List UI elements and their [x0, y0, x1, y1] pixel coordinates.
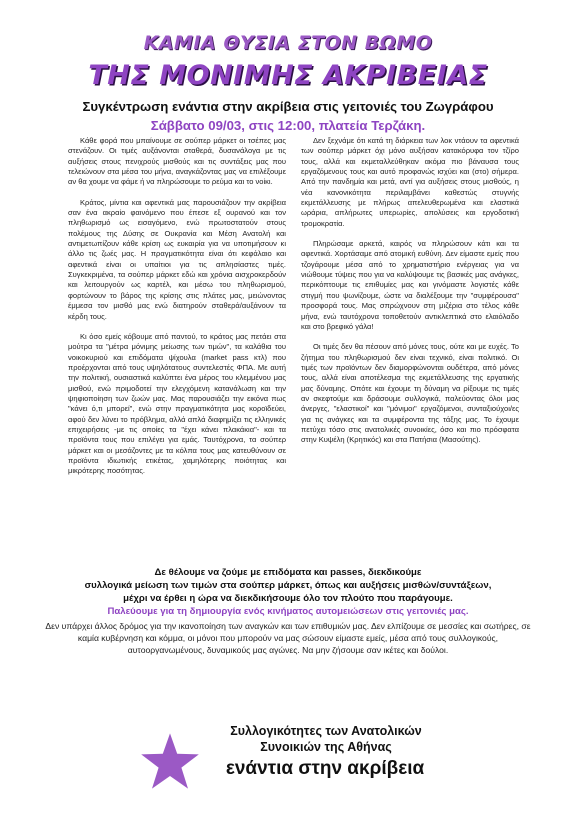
left-paragraph-2: Κράτος, μίντια και αφεντικά μας παρουσιάζουν την ακρίβεια σαν ένα ακραίο φαινόμενο που έπεσε εξ ουρανού και τον πληθωρισμό ως εισαγόμενο, ενώ πρωτοστατούν στους πολέμους της Δύσης σε Ουκρανία και Μέση Ανατολή και αντιμετωπίζουν κάθε κρίση ως ευκαιρία για να υποτιμήσουν κι άλλο τις ζωές μας. Η πραγματικότητα είναι ότι κεφάλαιο και αφεντικά είναι οι υπαίτιοι για τις απλησίαστες τιμές. Συγκεκριμένα, τα σούπερ μάρκετ εδώ και χρόνια αισχροκερδούν και λειτουργούν ως καρτέλ, και μέσω του πληθωρισμού, φορτώνουν το βάρος της κρίσης στις πλάτες μας, μειώνοντας έμμεσα τον μισθό μας ενώ διατηρούν σταθερά/αυξάνουν τα κέρδη τους.	[68, 197, 286, 321]
closing-paragraph: Δεν υπάρχει άλλος δρόμος για την ικανοποίηση των αναγκών και των επιθυμιών μας. Δεν ελπίζουμε σε μεσσίες και σωτήρες, σε καμία κυβέρνηση και κόμμα, οι μόνοι που μπορούν να μας σώσουν είμαστε εμείς, μέσα από τους συλλογικούς, αυτοοργανωμένους, δυναμικούς μας αγώνες. Να μην ζήσουμε σαν ικέτες και δούλοι.	[45, 621, 531, 655]
star-icon	[140, 732, 200, 790]
subtitle: Συγκέντρωση ενάντια στην ακρίβεια στις γειτονιές του Ζωγράφου	[82, 99, 494, 114]
event-date-location: Σάββατο 09/03, στις 12:00, πλατεία Τερζάκη.	[150, 118, 426, 133]
left-paragraph-3: Κι όσο εμείς κόβουμε από παντού, το κράτος μας πετάει στα μούτρα τα "μέτρα μόνιμης μείωσης των τιμών", τα καλάθια του νοικοκυριού και επιδόματα ψίχουλα (market pass κτλ) που προέρχονται από τους υψηλότατους συντελεστές ΦΠΑ. Με αυτή την πολιτική, ουσιαστικά καλύπτει ένα μέρος του κλεμμένου μας μισθού, ενώ πριμοδοτεί την ελεγχόμενη κατανάλωση και την ψηφιοποίηση των ζωών μας. Μας παρουσιάζει την εικόνα πως "κάνει ό,τι μπορεί", ενώ στην πραγματικότητα μας κοροϊδεύει, αφού δεν λύνει το πρόβλημα, αλλά απλά διαφημίζει τις ελληνικές επιχειρήσεις -με τις οποίες τα "έχει κάνει πλακάκια"- και τα προϊόντα τους που επιλέγει για εμάς. Ταυτόχρονα, τα σούπερ μάρκετ και οι μεσάζοντες με τα κόλπα τους μας κατευθύνουν σε προϊόντα ιδιωτικής ετικέτας, χαμηλότερης ποιότητας και μικρότερης ποσότητας.	[68, 331, 286, 476]
signature-line-3: ενάντια στην ακρίβεια	[225, 758, 425, 779]
right-paragraph-1: Δεν ξεχνάμε ότι κατά τη διάρκεια των λοκ ντάουν τα αφεντικά των σούπερ μάρκετ όχι μόνο αυξήσαν κατακόρυφα τον τζίρο τους, αλλά και εκμεταλλεύθηκαν ακόμα πιο βάναυσα τους εργαζόμενους τους και αυτό προφανώς ισχύει και (στο) σήμερα. Από την πανδημία και μετά, αντί για αυξήσεις στους μισθούς, η νέα κανονικότητα περιλαμβάνει καθεστώς στυγνής εκμετάλλευσης με πλήρως απελευθερωμένα και ελαστικά ωράρια, απλήρωτες υπερωρίες, απολύσεις και εργοδοτική τρομοκρατία.	[301, 136, 519, 228]
demand-line-3: μέχρι να έρθει η ώρα να διεκδικήσουμε όλο τον πλούτο που παράγουμε.	[123, 593, 453, 604]
demand-line-1: Δε θέλουμε να ζούμε με επιδόματα και passes, διεκδικούμε	[154, 567, 422, 578]
movement-call: Παλεύουμε για τη δημιουργία ενός κινήματος αυτομειώσεων στις γειτονιές μας.	[107, 606, 469, 617]
title-line-1: ΚΑΜΙΑ ΘΥΣΙΑ ΣΤΟΝ ΒΩΜΟ	[143, 32, 433, 54]
left-column	[68, 136, 286, 487]
right-paragraph-2: Πληρώσαμε αρκετά, καιρός να πληρώσουν κάτι και τα αφεντικά. Χορτάσαμε από ατομική ευθύνη. Δεν είμαστε εμείς που τζογάρουμε μέσα από το χρηματιστήριο ενέργειας για να νιώθουμε τύψεις που για να καλύψουμε τις βασικές μας ανάγκες, περικόπτουμε τις επιθυμίες μας και γινόμαστε λογιστές κάθε στιγμή που ψωνίζουμε, ώστε να διαλέξουμε την "συμφέρουσα" προσφορά τους. Μας σπρώχνουν στη μιζέρια στο τέλος κάθε μήνα, ενώ ταυτόχρονα τοποθετούν αντικλεπτικά στο ελαιόλαδο και στο βρεφικό γάλα!	[301, 239, 519, 331]
right-paragraph-3: Οι τιμές δεν θα πέσουν από μόνες τους, ούτε και με ευχές. Το ζήτημα του πληθωρισμού δεν είναι τεχνικό, είναι πολιτικό. Οι τιμές των προϊόντων δεν διαμορφώνονται ουδέτερα, από μόνες τους, αλλά είναι αποτέλεσμα της εκμετάλλευσης της εργατικής μας δύναμης. Οπότε και έχουμε τη δύναμη να ρίξουμε τις τιμές αν σκεφτούμε και δράσουμε συλλογικά, παλεύοντας όλοι μας άνεργες, "ελαστικοί" και "μόνιμοι" εργαζόμενοι, συνταξιούχοι/ες για τις ανάγκες και τα συμφέροντα της τάξης μας. Το έχουμε πετύχει τόσο στις ανατολικές συνοικίες, όσο και πιο πρόσφατα στην Κυψέλη (Κρητικός) και στα Πατήσια (Μασούτης).	[301, 342, 519, 445]
signature-line-1: Συλλογικότητες των Ανατολικών	[230, 724, 422, 738]
left-paragraph-1: Κάθε φορά που μπαίνουμε σε σούπερ μάρκετ οι τσέπες μας στενάζουν. Οι τιμές αυξάνονται σταθερά, δυσανάλογα με τις αυξήσεις στους πενιχρούς μισθούς και τις συντάξεις μας που τελειώνουν στα μέσα του μήνα, αναγκάζοντας μας να επιλέξουμε αν θα χουμε να φάμε ή να πληρώσουμε το ρεύμα και το νοίκι.	[68, 136, 286, 187]
title-line-2: ΤΗΣ ΜΟΝΙΜΗΣ ΑΚΡΙΒΕΙΑΣ	[88, 60, 488, 91]
signature-block	[140, 724, 460, 790]
demand-line-2: συλλογικά μείωση των τιμών στα σούπερ μάρκετ, όπως και αυξήσεις μισθών/συντάξεων,	[84, 580, 492, 591]
signature-line-2: Συνοικιών της Αθήνας	[260, 740, 392, 754]
right-column	[301, 136, 519, 456]
bottom-section	[40, 566, 536, 656]
